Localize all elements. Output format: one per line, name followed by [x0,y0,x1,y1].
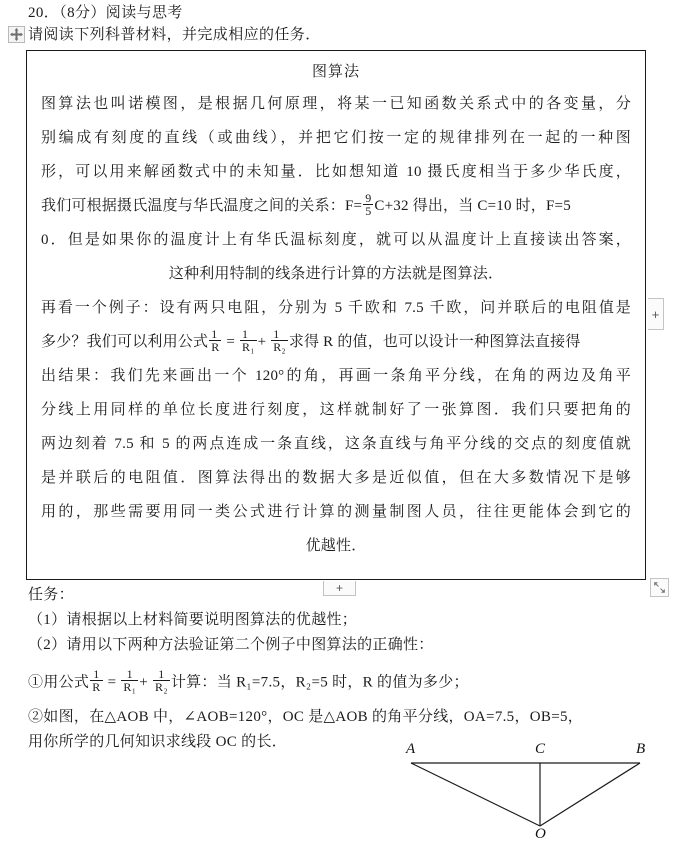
task-fraction-equals: = [107,674,117,691]
fraction-numerator: 1 [126,667,133,681]
reading-paragraph-3: 形，可以用来解函数式中的未知量．比如想知道 10 摄氏度相当于多少华氏度， [41,164,631,180]
expand-height-button[interactable]: + [323,581,356,596]
figure-label-a: A [406,741,416,757]
task-fraction-lhs [90,668,102,693]
formula-celsius-rhs: C+32 [374,198,409,214]
reading-paragraph-2: 别编成有刻度的直线（或曲线），并把它们按一定的规律排列在一起的一种图 [41,130,631,146]
formula-celsius-tail: 得出，当 C=10 时，F=5 [412,198,571,214]
formula-celsius-lhs: F= [345,198,363,214]
fraction-numerator: 1 [273,326,280,341]
task-subitem-2-line2: 用你所学的几何知识求线段 OC 的长． [28,734,288,751]
geometry-figure [380,742,680,846]
resistance-lead-text: 多少？我们可以利用公式 [41,334,209,350]
reading-paragraph-8-with-formula [41,325,631,359]
figure-label-b: B [636,741,646,757]
fraction-denominator: R₂ [155,680,168,695]
reading-paragraph-7: 再看一个例子：设有两只电阻，分别为 5 千欧和 7.5 千欧，问并联后的电阻值是 [41,300,631,316]
triangle-aob-svg [380,742,680,846]
formula-resistance-term2-fraction [271,328,288,353]
formula-celsius-fraction [363,192,373,217]
segment-ao [411,763,540,826]
task-subitem-1 [28,668,668,695]
expand-width-button[interactable]: + [648,298,664,330]
question-instruction: 请阅读下列科普材料，并完成相应的任务． [28,27,321,43]
reading-paragraph-13: 用的，那些需要用同一类公式进行计算的测量制图人员，往往更能体会到它的 [41,504,631,520]
reading-paragraph-1: 图算法也叫诺模图，是根据几何原理，将某一已知函数关系式中的各变量，分 [41,96,631,112]
task-item-2: （2）请用以下两种方法验证第二个例子中图算法的正确性： [28,637,434,653]
formula-resistance-lhs-fraction [209,328,221,353]
tasks-section [28,583,668,755]
task-item-1: （1）请根据以上材料简要说明图算法的优越性； [28,612,358,628]
reading-paragraph-12: 是并联后的电阻值．图算法得出的数据大多是近似值，但在大多数情况下是够 [41,470,631,486]
reading-material-box [26,50,646,580]
task-subitem-1-tail: 计算：当 R₁=7.5，R₂=5 时，R 的值为多少； [170,674,469,691]
reading-paragraph-6: 这种利用特制的线条进行计算的方法就是图算法． [168,266,504,282]
fraction-numerator: 1 [242,326,249,341]
reading-paragraph-9: 出结果：我们先来画出一个 120°的角，再画一条角平分线，在角的两边及角平 [41,368,631,384]
fraction-numerator: 1 [158,667,165,681]
reading-paragraph-10: 分线上用同样的单位长度进行刻度，这样就制好了一张算图．我们只要把角的 [41,402,631,418]
fraction-denominator: R₂ [273,339,286,354]
fraction-numerator: 1 [211,326,218,341]
question-number-heading: 20．（8分）阅读与思考 [28,5,183,21]
figure-label-o: O [535,826,546,842]
reading-title: 图算法 [311,64,360,80]
task-fraction-term1 [121,668,138,693]
formula-resistance-term1-fraction [240,328,257,353]
task-subitem-1-prefix: ①用公式 [28,674,90,691]
fraction-denominator: R [211,339,220,354]
task-fraction-plus: + [139,674,148,691]
task-subitem-2-line1: ②如图，在△AOB 中，∠AOB=120°，OC 是△AOB 的角平分线，OA=7.5，OB=5， [28,709,584,726]
formula-resistance-tail: 求得 R 的值，也可以设计一种图算法直接得 [288,334,581,350]
fraction-denominator: 5 [365,204,372,219]
fraction-denominator: R [92,680,101,695]
fraction-numerator: 9 [365,190,372,205]
fraction-denominator: R₁ [123,680,137,695]
formula-resistance-plus: + [257,334,267,350]
task-fraction-term2 [153,668,170,693]
move-handle-icon[interactable] [8,26,25,43]
formula-lead-text: 我们可根据摄氏温度与华氏温度之间的关系： [41,198,346,214]
reading-paragraph-14: 优越性． [305,538,367,554]
reading-paragraph-4-with-formula [41,189,631,223]
figure-label-c: C [535,741,546,757]
reading-paragraph-11: 两边刻着 7.5 和 5 的两点连成一条直线，这条直线与角平分线的交点的刻度值就 [41,436,631,452]
reading-paragraph-5: 0．但是如果你的温度计上有华氏温标刻度，就可以从温度计上直接读出答案， [41,232,631,248]
formula-resistance-equals: = [226,334,236,350]
fraction-denominator: R₁ [242,339,255,354]
fraction-numerator: 1 [93,667,100,681]
segment-bo [540,763,640,826]
tasks-header: 任务： [28,587,74,603]
